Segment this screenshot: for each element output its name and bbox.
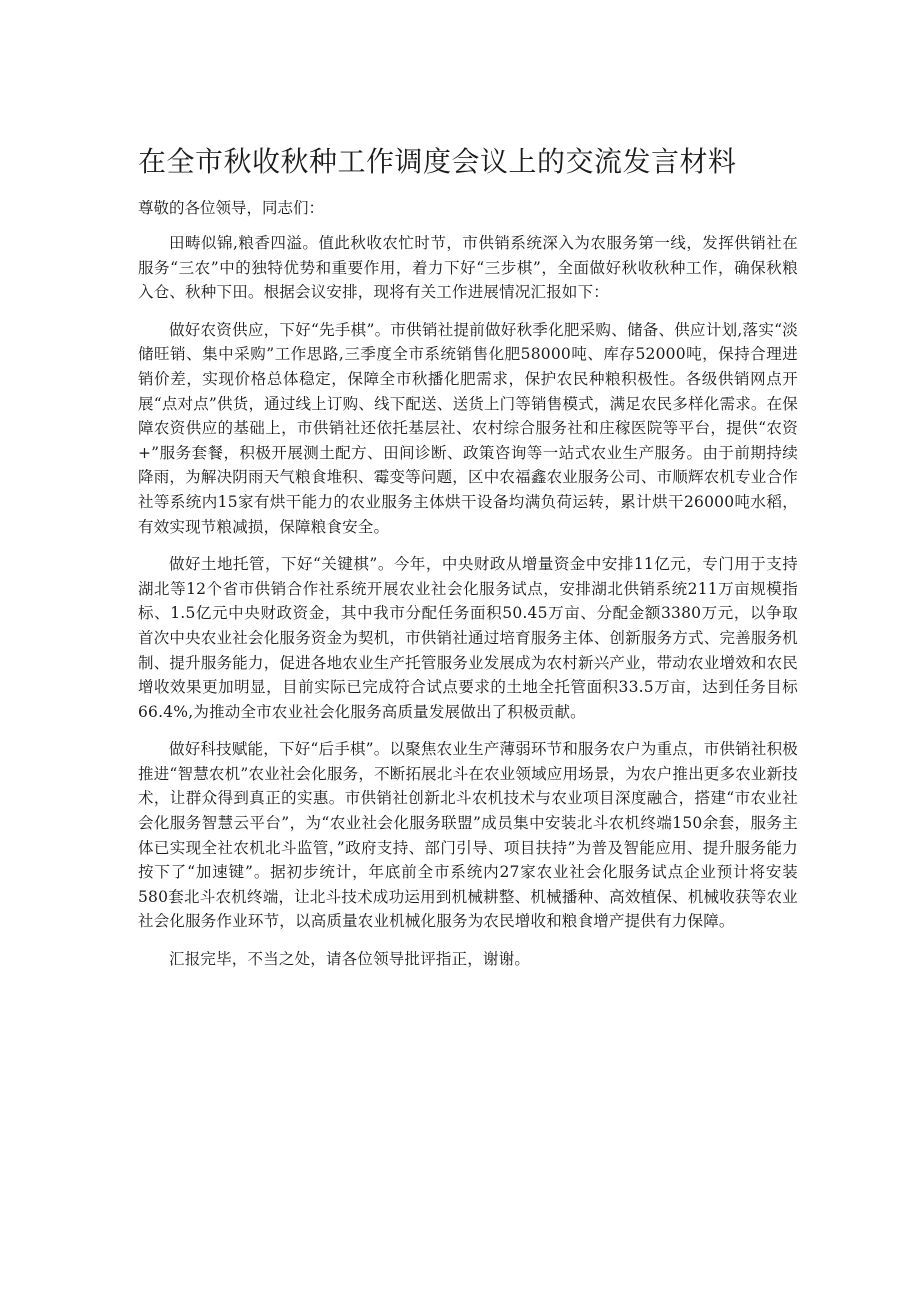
paragraph-technology: 做好科技赋能，下好“后手棋”。以聚焦农业生产薄弱环节和服务农户为重点，市供销社积极推进“智慧农机”农业社会化服务，不断拓展北斗在农业领域应用场景，为农户推出更多农业新技术，让群众得到真正的实惠。市供销社创新北斗农机技术与农业项目深度融合，搭建“市农业社会化服务智慧云平台”，为“农业社会化服务联盟”成员集中安装北斗农机终端150余套，服务主体已实现全社农机北斗监管，”政府支持、部门引导、项目扶持”为普及智能应用、提升服务能力按下了“加速键”。据初步统计，年底前全市系统内27家农业社会化服务试点企业预计将安装580套北斗农机终端，让北斗技术成功运用到机械耕整、机械播种、高效植保、机械收获等农业社会化服务作业环节，以高质量农业机械化服务为农民增收和粮食增产提供有力保障。	[138, 740, 798, 931]
paragraph-land-trust: 做好土地托管，下好“关键棋”。今年，中央财政从增量资金中安排11亿元，专门用于支持湖北等12个省市供销合作社系统开展农业社会化服务试点，安排湖北供销系统211万亩规模指标、1.5亿元中央财政资金，其中我市分配任务面积50.45万亩、分配金额3380万元，以争取首次中央农业社会化服务资金为契机，市供销社通过培育服务主体、创新服务方式、完善服务机制、提升服务能力，促进各地农业生产托管服务业发展成为农村新兴产业，带动农业增效和农民增收效果更加明显，目前实际已完成符合试点要求的土地全托管面积33.5万亩，达到任务目标66.4%,为推动全市农业社会化服务高质量发展做出了积极贡献。	[138, 555, 798, 721]
paragraph-supply: 做好农资供应，下好“先手棋”。市供销社提前做好秋季化肥采购、储备、供应计划,落实“淡储旺销、集中采购”工作思路,三季度全市系统销售化肥58000吨、库存52000吨，保持合理进销价差，实现价格总体稳定，保障全市秋播化肥需求，保护农民种粮积极性。各级供销网点开展“点对点”供货，通过线上订购、线下配送、送货上门等销售模式，满足农民多样化需求。在保障农资供应的基础上，市供销社还依托基层社、农村综合服务社和庄稼医院等平台，提供“农资+”服务套餐，积极开展测土配方、田间诊断、政策咨询等一站式农业生产服务。由于前期持续降雨，为解决阴雨天气粮食堆积、霉变等问题，区中农福鑫农业服务公司、市顺辉农机专业合作社等系统内15家有烘干能力的农业服务主体烘干设备均满负荷运转，累计烘干26000吨水稻，有效实现节粮减损，保障粮食安全。	[138, 320, 798, 536]
salutation: 尊敬的各位领导，同志们：	[138, 199, 325, 217]
paragraph-intro: 田畴似锦,粮香四溢。值此秋收农忙时节，市供销系统深入为农服务第一线，发挥供销社在服务“三农”中的独特优势和重要作用，着力下好“三步棋”，全面做好秋收秋种工作，确保秋粮入仓、秋种下田。根据会议安排，现将有关工作进展情况汇报如下：	[138, 234, 798, 302]
document-title: 在全市秋收秋种工作调度会议上的交流发言材料	[138, 145, 737, 178]
paragraph-closing: 汇报完毕，不当之处，请各位领导批评指正，谢谢。	[169, 950, 531, 969]
document-body	[138, 231, 798, 985]
